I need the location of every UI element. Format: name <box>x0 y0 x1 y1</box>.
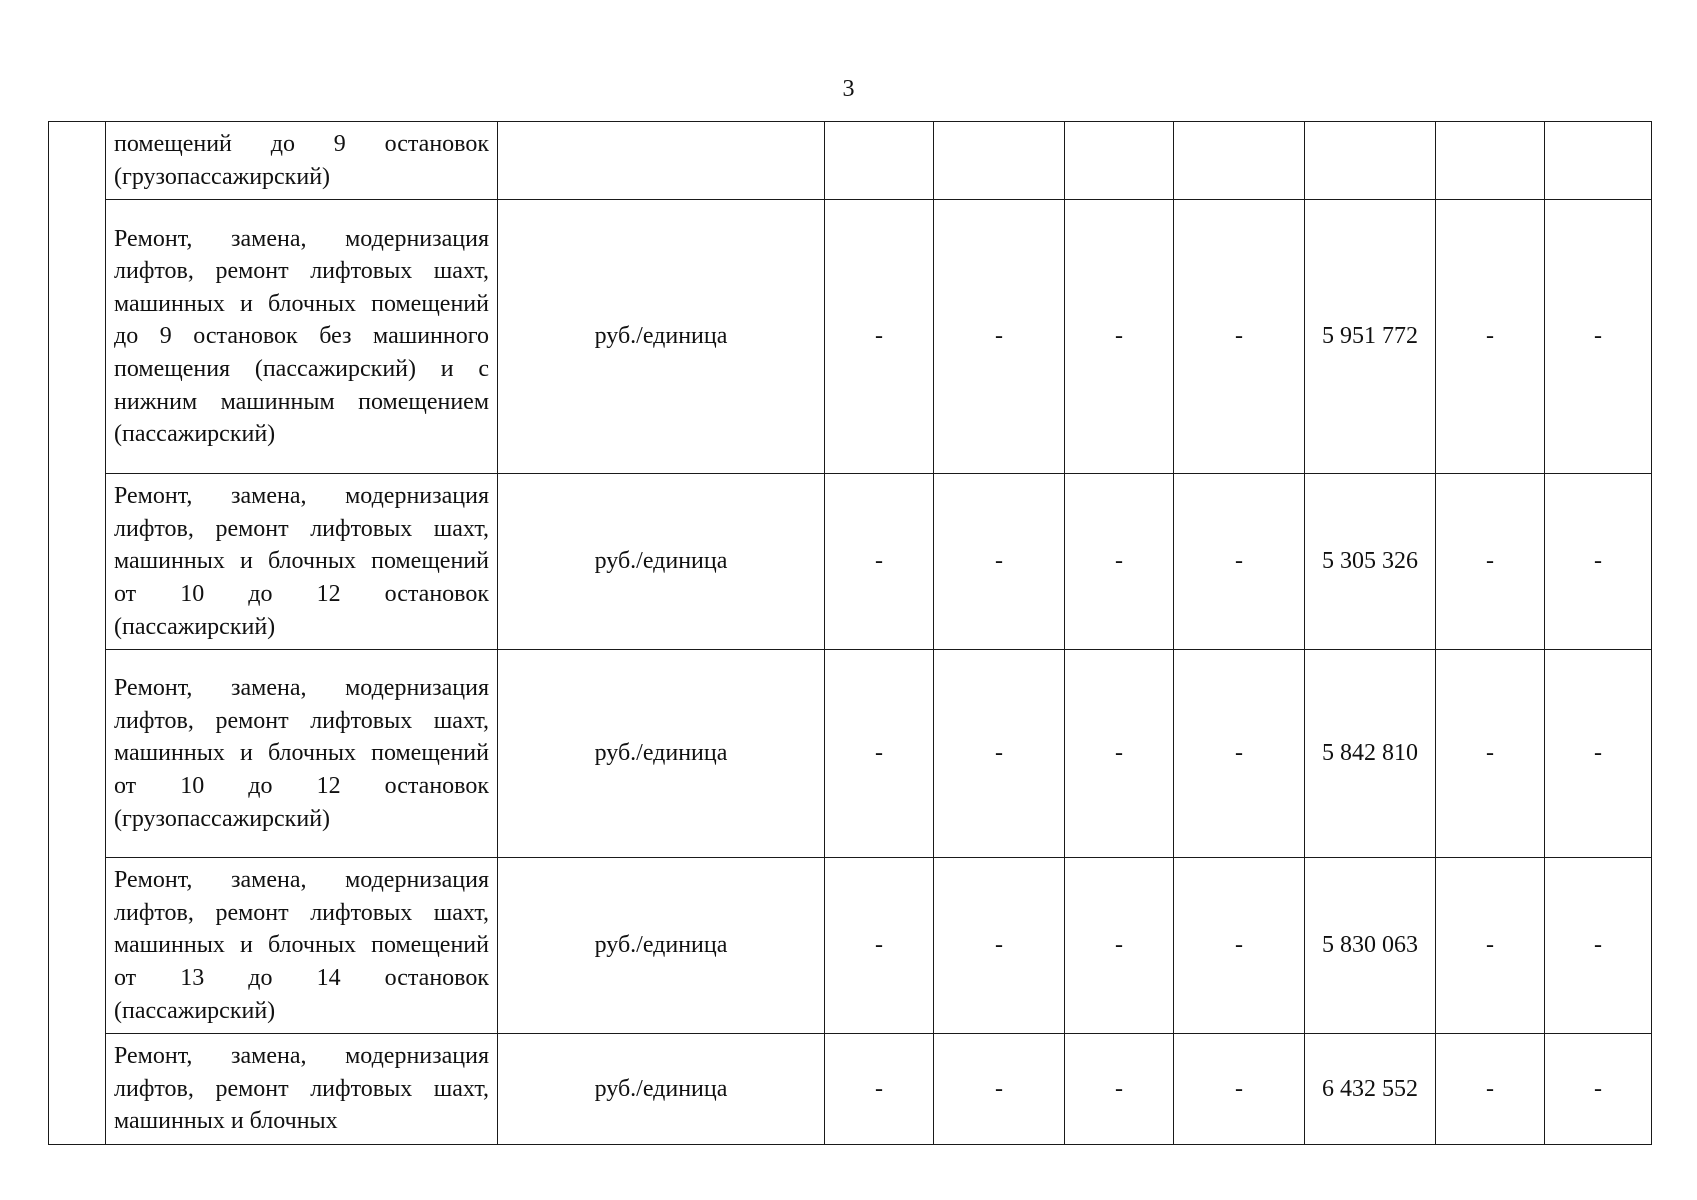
value-cell: - <box>1065 474 1174 650</box>
value-cell <box>1545 122 1652 200</box>
description-text: Ремонт, замена, модернизация лифтов, ремонт лифтовых шахт, машинных и блочных помещений до 9 остановок без машинного помещения (пассажирский) и с нижним машинным помещением (пассажирский) <box>114 225 489 448</box>
value-cell: - <box>1174 474 1305 650</box>
value-cell: - <box>1065 650 1174 858</box>
value-cell: - <box>1545 474 1652 650</box>
cost-table <box>48 121 1652 1145</box>
index-cell <box>49 122 106 1145</box>
value-cell: - <box>1065 858 1174 1034</box>
description-text: Ремонт, замена, модернизация лифтов, ремонт лифтовых шахт, машинных и блочных помещений от 13 до 14 остановок (пассажирский) <box>114 867 489 1024</box>
value-cell: - <box>1436 858 1545 1034</box>
table-row <box>49 200 1652 474</box>
unit-cell: руб./единица <box>498 858 825 1034</box>
value-cell <box>934 122 1065 200</box>
description-cell <box>106 474 498 650</box>
value-cell: 5 951 772 <box>1305 200 1436 474</box>
value-cell: - <box>1436 474 1545 650</box>
description-cell <box>106 858 498 1034</box>
value-cell: - <box>825 858 934 1034</box>
description-cell <box>106 650 498 858</box>
value-cell: - <box>1065 200 1174 474</box>
value-cell <box>1305 122 1436 200</box>
value-cell <box>1174 122 1305 200</box>
value-cell: - <box>1436 1034 1545 1145</box>
value-cell <box>825 122 934 200</box>
value-cell: - <box>1545 650 1652 858</box>
value-cell: - <box>1174 200 1305 474</box>
description-cell <box>106 122 498 200</box>
value-cell: - <box>934 200 1065 474</box>
value-cell: 5 842 810 <box>1305 650 1436 858</box>
value-cell: - <box>1436 650 1545 858</box>
value-cell: - <box>1174 650 1305 858</box>
value-cell: - <box>934 858 1065 1034</box>
value-cell: - <box>825 200 934 474</box>
description-cell <box>106 1034 498 1145</box>
value-cell: - <box>825 474 934 650</box>
value-cell: - <box>1545 858 1652 1034</box>
description-text: Ремонт, замена, модернизация лифтов, ремонт лифтовых шахт, машинных и блочных помещений от 10 до 12 остановок (грузопассажирский) <box>114 675 489 832</box>
unit-cell: руб./единица <box>498 1034 825 1145</box>
description-text: помещений до 9 остановок (грузопассажирский) <box>114 131 489 190</box>
value-cell: 5 305 326 <box>1305 474 1436 650</box>
value-cell: - <box>934 474 1065 650</box>
value-cell: - <box>1545 1034 1652 1145</box>
unit-cell <box>498 122 825 200</box>
value-cell: 5 830 063 <box>1305 858 1436 1034</box>
value-cell: - <box>1174 858 1305 1034</box>
unit-cell: руб./единица <box>498 200 825 474</box>
description-cell <box>106 200 498 474</box>
table-row <box>49 1034 1652 1145</box>
value-cell <box>1436 122 1545 200</box>
value-cell: - <box>1174 1034 1305 1145</box>
table-row <box>49 650 1652 858</box>
value-cell: - <box>1545 200 1652 474</box>
value-cell <box>1065 122 1174 200</box>
value-cell: - <box>1436 200 1545 474</box>
value-cell: - <box>934 650 1065 858</box>
description-text: Ремонт, замена, модернизация лифтов, ремонт лифтовых шахт, машинных и блочных помещений от 10 до 12 остановок (пассажирский) <box>114 483 489 640</box>
table-row <box>49 858 1652 1034</box>
value-cell: - <box>934 1034 1065 1145</box>
value-cell: - <box>825 650 934 858</box>
page-number: 3 <box>842 76 855 102</box>
value-cell: - <box>825 1034 934 1145</box>
description-text: Ремонт, замена, модернизация лифтов, ремонт лифтовых шахт, машинных и блочных <box>114 1043 489 1135</box>
table-row <box>49 474 1652 650</box>
table-row <box>49 122 1652 200</box>
value-cell: - <box>1065 1034 1174 1145</box>
unit-cell: руб./единица <box>498 474 825 650</box>
unit-cell: руб./единица <box>498 650 825 858</box>
value-cell: 6 432 552 <box>1305 1034 1436 1145</box>
